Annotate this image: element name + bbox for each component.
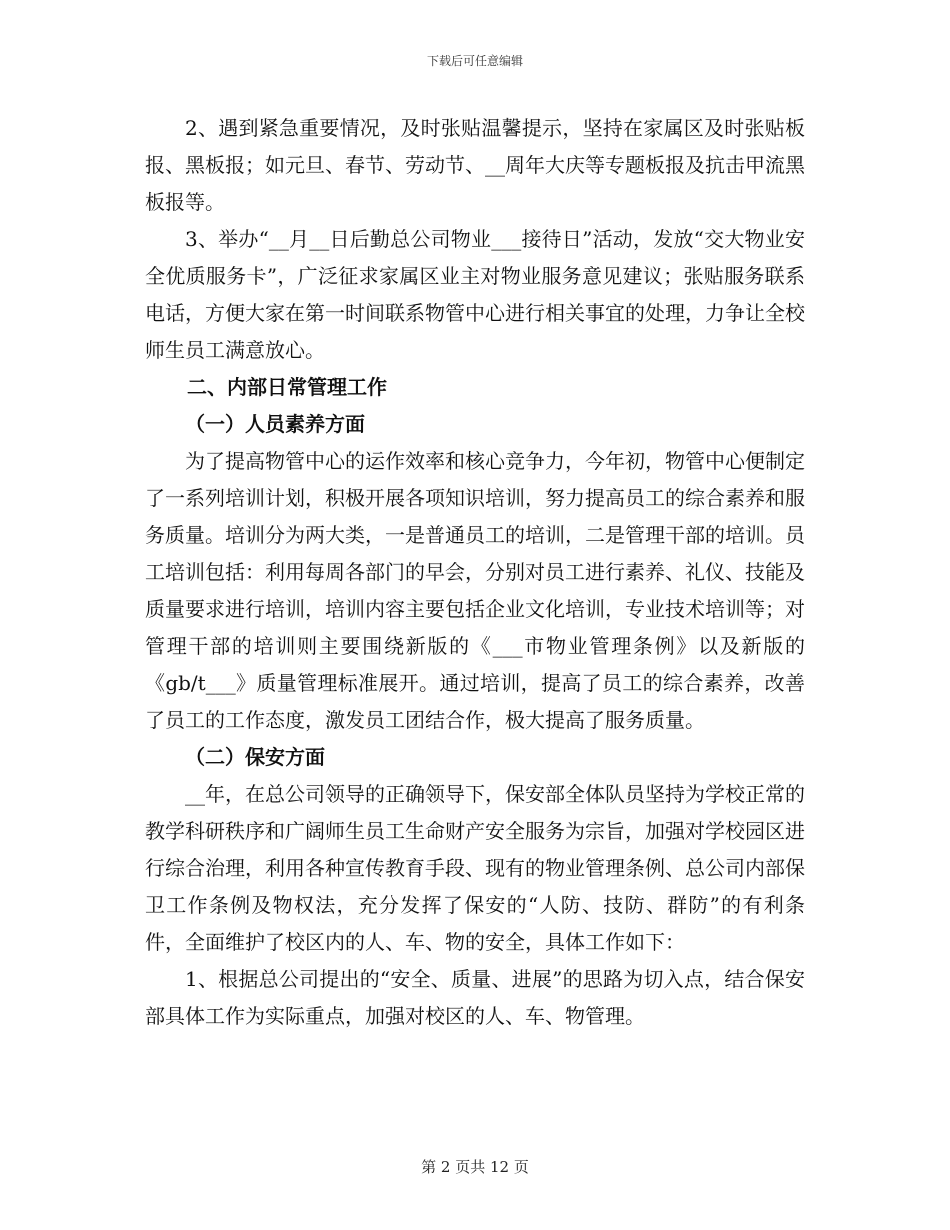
page-footer-page-number: 第 2 页共 12 页 bbox=[421, 1158, 529, 1176]
paragraph-security-item-1: 1、根据总公司提出的“安全、质量、进展”的思路为切入点，结合保安部具体工作为实际重点，加强对校区的人、车、物管理。 bbox=[145, 967, 805, 1028]
subsection-heading-security: （二）保安方面 bbox=[185, 745, 325, 769]
section-heading-internal-management: 二、内部日常管理工作 bbox=[187, 375, 387, 399]
page-header: 下载后可任意编辑 bbox=[426, 54, 523, 68]
paragraph-bulletin-boards: 2、遇到紧急重要情况，及时张贴温馨提示，坚持在家属区及时张贴板报、黑板报；如元旦、春节、劳动节、__周年大庆等专题板报及抗击甲流黑板报等。 bbox=[145, 116, 805, 214]
paragraph-security-overview: __年，在总公司领导的正确领导下，保安部全体队员坚持为学校正常的教学科研秩序和广阔师生员工生命财产安全服务为宗旨，加强对学校园区进行综合治理，利用各种宣传教育手段、现有的物业管理条例、总公司内部保卫工作条例及物权法，充分发挥了保安的“人防、技防、群防”的有利条件，全面维护了校区内的人、车、物的安全，具体工作如下： bbox=[145, 782, 805, 954]
document-body bbox=[145, 110, 805, 1035]
paragraph-reception-day: 3、举办“__月__日后勤总公司物业___接待日”活动，发放“交大物业安全优质服务卡”，广泛征求家属区业主对物业服务意见建议；张贴服务联系电话，方便大家在第一时间联系物管中心进行相关事宜的处理，力争让全校师生员工满意放心。 bbox=[145, 227, 805, 362]
subsection-heading-staff-quality: （一）人员素养方面 bbox=[185, 412, 365, 436]
paragraph-training: 为了提高物管中心的运作效率和核心竞争力，今年初，物管中心便制定了一系列培训计划，积极开展各项知识培训，努力提高员工的综合素养和服务质量。培训分为两大类，一是普通员工的培训，二是管理干部的培训。员工培训包括：利用每周各部门的早会，分别对员工进行素养、礼仪、技能及质量要求进行培训，培训内容主要包括企业文化培训，专业技术培训等；对管理干部的培训则主要围绕新版的《___市物业管理条例》以及新版的《gb/t___》质量管理标准展开。通过培训，提高了员工的综合素养，改善了员工的工作态度，激发员工团结合作，极大提高了服务质量。 bbox=[145, 449, 805, 732]
